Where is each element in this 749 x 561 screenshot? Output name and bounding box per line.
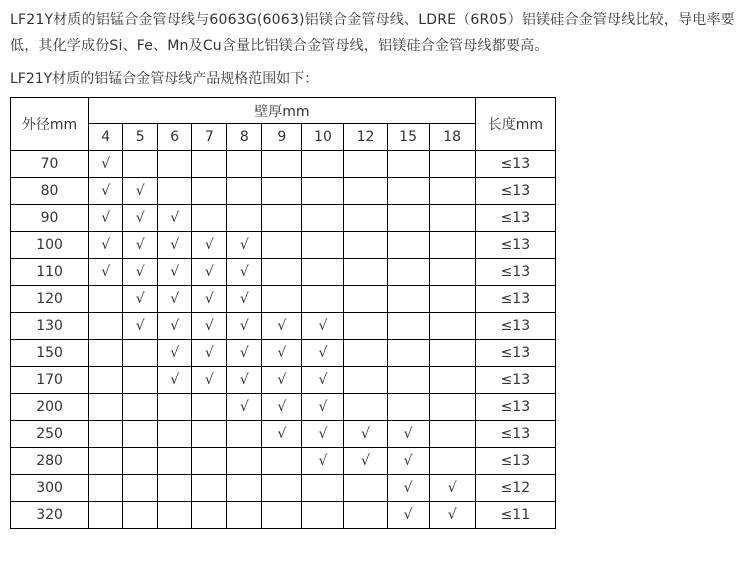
check-mark-cell: √ xyxy=(429,475,475,502)
check-mark-cell: √ xyxy=(262,340,302,367)
table-row xyxy=(11,340,556,367)
empty-cell xyxy=(89,367,123,394)
wall-thickness-header: 壁厚mm xyxy=(89,98,476,124)
check-mark-cell: √ xyxy=(123,205,158,232)
length-cell: ≤13 xyxy=(475,232,555,259)
check-mark-cell: √ xyxy=(387,421,429,448)
empty-cell xyxy=(89,340,123,367)
table-row xyxy=(11,421,556,448)
outer-diameter-cell: 70 xyxy=(11,151,89,178)
empty-cell xyxy=(429,421,475,448)
thickness-column-header: 7 xyxy=(192,124,227,151)
empty-cell xyxy=(192,394,227,421)
check-mark-cell: √ xyxy=(89,259,123,286)
empty-cell xyxy=(344,178,387,205)
check-mark-cell: √ xyxy=(123,232,158,259)
length-cell: ≤12 xyxy=(475,475,555,502)
empty-cell xyxy=(429,259,475,286)
length-cell: ≤13 xyxy=(475,286,555,313)
check-mark-cell: √ xyxy=(227,259,262,286)
check-mark-cell: √ xyxy=(227,313,262,340)
table-row xyxy=(11,394,556,421)
empty-cell xyxy=(262,475,302,502)
intro-paragraph: LF21Y材质的铝锰合金管母线与6063G(6063)铝镁合金管母线、LDRE（6R05）铝镁硅合金管母线比较，导电率要低，其化学成份Si、Fe、Mn及Cu含量比铝镁合金管母线，铝镁硅合金管母线都要高。 xyxy=(10,12,735,54)
empty-cell xyxy=(429,178,475,205)
empty-cell xyxy=(89,394,123,421)
empty-cell xyxy=(192,421,227,448)
outer-diameter-cell: 150 xyxy=(11,340,89,367)
length-header: 长度mm xyxy=(475,98,555,151)
thickness-column-header: 9 xyxy=(262,124,302,151)
check-mark-cell: √ xyxy=(158,340,192,367)
spec-range-label: LF21Y材质的铝锰合金管母线产品规格范围如下： xyxy=(10,71,319,87)
check-mark-cell: √ xyxy=(123,178,158,205)
check-mark-cell: √ xyxy=(192,232,227,259)
check-mark-cell: √ xyxy=(302,448,344,475)
check-mark-cell: √ xyxy=(262,367,302,394)
length-cell: ≤11 xyxy=(475,502,555,529)
empty-cell xyxy=(158,502,192,529)
outer-diameter-cell: 280 xyxy=(11,448,89,475)
length-cell: ≤13 xyxy=(475,259,555,286)
empty-cell xyxy=(302,286,344,313)
empty-cell xyxy=(429,394,475,421)
check-mark-cell: √ xyxy=(192,259,227,286)
empty-cell xyxy=(344,232,387,259)
outer-diameter-cell: 250 xyxy=(11,421,89,448)
check-mark-cell: √ xyxy=(302,340,344,367)
empty-cell xyxy=(262,502,302,529)
outer-diameter-cell: 130 xyxy=(11,313,89,340)
empty-cell xyxy=(387,232,429,259)
check-mark-cell: √ xyxy=(302,367,344,394)
check-mark-cell: √ xyxy=(192,313,227,340)
empty-cell xyxy=(344,502,387,529)
outer-diameter-header: 外径mm xyxy=(11,98,89,151)
empty-cell xyxy=(344,151,387,178)
outer-diameter-cell: 110 xyxy=(11,259,89,286)
empty-cell xyxy=(123,367,158,394)
outer-diameter-cell: 300 xyxy=(11,475,89,502)
empty-cell xyxy=(89,286,123,313)
header-group-row xyxy=(11,98,556,124)
check-mark-cell: √ xyxy=(158,313,192,340)
empty-cell xyxy=(89,502,123,529)
empty-cell xyxy=(429,286,475,313)
check-mark-cell: √ xyxy=(387,502,429,529)
empty-cell xyxy=(387,205,429,232)
empty-cell xyxy=(344,340,387,367)
empty-cell xyxy=(227,475,262,502)
check-mark-cell: √ xyxy=(158,286,192,313)
check-mark-cell: √ xyxy=(192,286,227,313)
empty-cell xyxy=(192,448,227,475)
check-mark-cell: √ xyxy=(344,421,387,448)
table-row xyxy=(11,502,556,529)
empty-cell xyxy=(262,259,302,286)
empty-cell xyxy=(344,205,387,232)
check-mark-cell: √ xyxy=(262,394,302,421)
check-mark-cell: √ xyxy=(123,286,158,313)
check-mark-cell: √ xyxy=(227,286,262,313)
empty-cell xyxy=(429,367,475,394)
outer-diameter-cell: 100 xyxy=(11,232,89,259)
table-row xyxy=(11,448,556,475)
empty-cell xyxy=(123,340,158,367)
empty-cell xyxy=(192,151,227,178)
outer-diameter-cell: 120 xyxy=(11,286,89,313)
empty-cell xyxy=(429,232,475,259)
empty-cell xyxy=(158,448,192,475)
empty-cell xyxy=(344,394,387,421)
empty-cell xyxy=(344,259,387,286)
check-mark-cell: √ xyxy=(344,448,387,475)
empty-cell xyxy=(192,502,227,529)
empty-cell xyxy=(158,475,192,502)
thickness-column-header: 15 xyxy=(387,124,429,151)
empty-cell xyxy=(344,286,387,313)
thickness-column-header: 5 xyxy=(123,124,158,151)
outer-diameter-cell: 90 xyxy=(11,205,89,232)
spec-table-header xyxy=(11,98,556,151)
length-cell: ≤13 xyxy=(475,151,555,178)
table-row xyxy=(11,205,556,232)
empty-cell xyxy=(302,232,344,259)
empty-cell xyxy=(262,232,302,259)
empty-cell xyxy=(192,178,227,205)
check-mark-cell: √ xyxy=(387,475,429,502)
empty-cell xyxy=(123,448,158,475)
empty-cell xyxy=(123,394,158,421)
thickness-column-header: 12 xyxy=(344,124,387,151)
length-cell: ≤13 xyxy=(475,313,555,340)
empty-cell xyxy=(262,178,302,205)
outer-diameter-cell: 170 xyxy=(11,367,89,394)
check-mark-cell: √ xyxy=(302,394,344,421)
table-row xyxy=(11,178,556,205)
empty-cell xyxy=(387,340,429,367)
spec-table xyxy=(10,97,556,529)
thickness-values-row xyxy=(11,124,556,151)
empty-cell xyxy=(158,421,192,448)
empty-cell xyxy=(429,313,475,340)
spec-table-body xyxy=(11,151,556,529)
thickness-column-header: 18 xyxy=(429,124,475,151)
check-mark-cell: √ xyxy=(192,340,227,367)
empty-cell xyxy=(123,421,158,448)
empty-cell xyxy=(123,475,158,502)
empty-cell xyxy=(262,448,302,475)
empty-cell xyxy=(192,475,227,502)
empty-cell xyxy=(302,475,344,502)
empty-cell xyxy=(192,205,227,232)
check-mark-cell: √ xyxy=(158,232,192,259)
length-cell: ≤13 xyxy=(475,448,555,475)
check-mark-cell: √ xyxy=(123,313,158,340)
empty-cell xyxy=(429,205,475,232)
empty-cell xyxy=(262,151,302,178)
empty-cell xyxy=(123,502,158,529)
empty-cell xyxy=(89,313,123,340)
table-row xyxy=(11,286,556,313)
thickness-column-header: 10 xyxy=(302,124,344,151)
table-row xyxy=(11,313,556,340)
empty-cell xyxy=(262,205,302,232)
check-mark-cell: √ xyxy=(302,421,344,448)
empty-cell xyxy=(302,502,344,529)
empty-cell xyxy=(227,421,262,448)
empty-cell xyxy=(302,259,344,286)
empty-cell xyxy=(302,178,344,205)
empty-cell xyxy=(344,367,387,394)
empty-cell xyxy=(89,421,123,448)
empty-cell xyxy=(262,286,302,313)
empty-cell xyxy=(227,502,262,529)
table-row xyxy=(11,151,556,178)
length-cell: ≤13 xyxy=(475,205,555,232)
table-row xyxy=(11,232,556,259)
empty-cell xyxy=(227,178,262,205)
length-cell: ≤13 xyxy=(475,394,555,421)
empty-cell xyxy=(344,475,387,502)
empty-cell xyxy=(227,151,262,178)
empty-cell xyxy=(387,313,429,340)
empty-cell xyxy=(387,178,429,205)
outer-diameter-cell: 80 xyxy=(11,178,89,205)
empty-cell xyxy=(158,394,192,421)
check-mark-cell: √ xyxy=(158,259,192,286)
empty-cell xyxy=(429,448,475,475)
empty-cell xyxy=(158,178,192,205)
empty-cell xyxy=(387,286,429,313)
empty-cell xyxy=(387,259,429,286)
check-mark-cell: √ xyxy=(192,367,227,394)
check-mark-cell: √ xyxy=(123,259,158,286)
length-cell: ≤13 xyxy=(475,367,555,394)
check-mark-cell: √ xyxy=(158,205,192,232)
empty-cell xyxy=(302,205,344,232)
outer-diameter-cell: 200 xyxy=(11,394,89,421)
thickness-column-header: 4 xyxy=(89,124,123,151)
empty-cell xyxy=(123,151,158,178)
check-mark-cell: √ xyxy=(387,448,429,475)
length-cell: ≤13 xyxy=(475,178,555,205)
empty-cell xyxy=(387,367,429,394)
table-row xyxy=(11,259,556,286)
empty-cell xyxy=(89,448,123,475)
length-cell: ≤13 xyxy=(475,421,555,448)
check-mark-cell: √ xyxy=(89,205,123,232)
check-mark-cell: √ xyxy=(227,232,262,259)
check-mark-cell: √ xyxy=(89,178,123,205)
empty-cell xyxy=(227,205,262,232)
empty-cell xyxy=(158,151,192,178)
empty-cell xyxy=(227,448,262,475)
length-cell: ≤13 xyxy=(475,340,555,367)
empty-cell xyxy=(429,151,475,178)
check-mark-cell: √ xyxy=(262,313,302,340)
thickness-column-header: 8 xyxy=(227,124,262,151)
empty-cell xyxy=(302,151,344,178)
empty-cell xyxy=(429,340,475,367)
table-row xyxy=(11,475,556,502)
empty-cell xyxy=(387,151,429,178)
check-mark-cell: √ xyxy=(429,502,475,529)
check-mark-cell: √ xyxy=(302,313,344,340)
check-mark-cell: √ xyxy=(262,421,302,448)
check-mark-cell: √ xyxy=(227,367,262,394)
check-mark-cell: √ xyxy=(227,340,262,367)
empty-cell xyxy=(89,475,123,502)
empty-cell xyxy=(387,394,429,421)
check-mark-cell: √ xyxy=(227,394,262,421)
check-mark-cell: √ xyxy=(89,151,123,178)
table-row xyxy=(11,367,556,394)
outer-diameter-cell: 320 xyxy=(11,502,89,529)
thickness-column-header: 6 xyxy=(158,124,192,151)
check-mark-cell: √ xyxy=(158,367,192,394)
empty-cell xyxy=(344,313,387,340)
check-mark-cell: √ xyxy=(89,232,123,259)
